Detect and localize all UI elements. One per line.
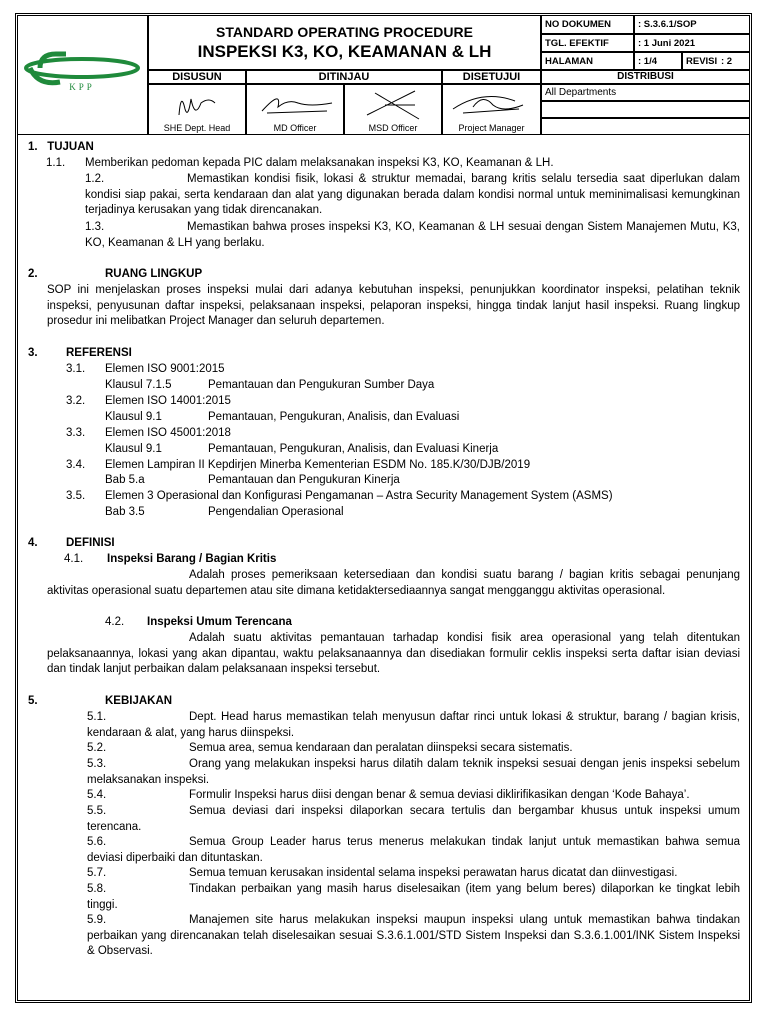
reference-sub-b: Pemantauan dan Pengukuran Sumber Daya bbox=[208, 379, 435, 391]
item-1-3-num: 1.3. bbox=[85, 221, 105, 233]
definition-1-text: Adalah proses pemeriksaan ketersediaan dan kondisi suatu barang / bagian kritis sebagai penunjang aktivitas operasional suatu departemen atau site dimana ketidaktersediaannya sangat mengganggu aktivitas operasional. bbox=[47, 569, 740, 597]
reference-num: 3.4. bbox=[66, 459, 86, 471]
distribusi-row-3 bbox=[541, 118, 750, 135]
signature-md bbox=[246, 84, 344, 135]
reference-sub-b: Pemantauan dan Pengukuran Kinerja bbox=[208, 474, 400, 486]
section-3-number: 3. bbox=[28, 347, 38, 359]
item-1-1-text: Memberikan pedoman kepada PIC dalam melaksanakan inspeksi K3, KO, Keamanan & LH. bbox=[85, 157, 554, 169]
policy-text: Semua deviasi dari inspeksi dilaporkan secara tertulis dan bergambar khusus untuk inspeksi umum terencana. bbox=[87, 805, 740, 833]
section-1-heading: 1. TUJUAN bbox=[28, 141, 94, 153]
item-1-2-text: Memastikan kondisi fisik, lokasi & struktur memadai, barang kritis selalu tersedia saat diperlukan dalam kondisi siap pakai, serta kendaraan dan alat yang digunakan berada dalam kondisi normal untuk meminimalisasi kemungkinan terjadinya kerusakan yang tidak direncanakan. bbox=[85, 173, 740, 217]
policy-num: 5.1. bbox=[87, 711, 107, 723]
policy-text: Tindakan perbaikan yang masih harus diselesaikan (item yang belum beres) dilaporkan ke tingkat lebih tinggi. bbox=[87, 883, 740, 911]
ditinjau-header: DITINJAU bbox=[246, 70, 442, 84]
policy-num: 5.3. bbox=[87, 758, 107, 770]
item-1-3-text: Memastikan bahwa proses inspeksi K3, KO, Keamanan & LH sesuai dengan Sistem Manajemen Mutu, K3, KO, Keamanan & LH yang berlaku. bbox=[85, 221, 740, 249]
distribusi-row-1 bbox=[541, 84, 750, 101]
signature-caption: MSD Officer bbox=[368, 123, 418, 133]
policy-num: 5.7. bbox=[87, 867, 107, 879]
reference-text: Elemen Lampiran II Kepdirjen Minerba Kementerian ESDM No. 185.K/30/DJB/2019 bbox=[105, 459, 531, 471]
policy-num: 5.9. bbox=[87, 914, 107, 926]
distribusi-header: DISTRIBUSI bbox=[541, 70, 750, 84]
signature-scribble bbox=[247, 85, 343, 123]
section-2-number: 2. bbox=[28, 268, 38, 280]
policy-text: Manajemen site harus melakukan inspeksi maupun inspeksi ulang untuk memastikan bahwa tindakan perbaikan yang direncanakan telah diselesaikan sesuai S.3.6.1.001/STD Sistem Inspeksi dan S.3.6.1.001/INK Sistem Inspeksi & Observasi. bbox=[87, 914, 740, 958]
reference-sub-b: Pengendalian Operasional bbox=[208, 506, 344, 518]
section-4-number: 4. bbox=[28, 537, 38, 549]
policy-text: Orang yang melakukan inspeksi harus dilatih dalam teknik inspeksi sesuai dengan jenis inspeksi sebelum melaksanakan inspeksi. bbox=[87, 758, 740, 786]
doc-main-title: INSPEKSI K3, KO, KEAMANAN & LH bbox=[197, 42, 492, 61]
reference-sub-a: Bab 5.a bbox=[105, 474, 145, 486]
policy-text: Semua area, semua kendaraan dan peralatan diinspeksi secara sistematis. bbox=[189, 742, 573, 754]
reference-sub-a: Klausul 7.1.5 bbox=[105, 379, 172, 391]
logo-text: KPP bbox=[69, 82, 95, 92]
signature-caption: SHE Dept. Head bbox=[163, 123, 231, 133]
definition-2-text: Adalah suatu aktivitas pemantauan tarhadap kondisi fisik area operasional yang telah ditentukan pelaksanaannya, lokasi yang akan dipantau, waktu pelaksanaannya dan disediakan formulir ceklis inspeksi serta daftar isian deviasi dan tindak lanjut perbaikan dalam pelaksanaan inspeksi tersebut. bbox=[47, 632, 740, 676]
signature-scribble bbox=[345, 85, 441, 123]
policy-text: Dept. Head harus memastikan telah menyusun daftar rinci untuk lokasi & struktur, barang / bagian krisis, kendaraan & alat, yang harus diinspeksi. bbox=[87, 711, 740, 739]
signature-she bbox=[148, 84, 246, 135]
policy-text: Semua Group Leader harus terus menerus melakukan tindak lanjut untuk memastikan bahwa semua deviasi diperbaiki dan dituntaskan. bbox=[87, 836, 740, 864]
reference-sub-a: Klausul 9.1 bbox=[105, 443, 162, 455]
tgl-efektif-value-cell: : 1 Juni 2021 bbox=[634, 34, 750, 52]
section-5-number: 5. bbox=[28, 695, 38, 707]
tgl-efektif-label-cell: TGL. EFEKTIF bbox=[541, 34, 634, 52]
reference-text: Elemen ISO 45001:2018 bbox=[105, 427, 231, 439]
reference-sub-a: Bab 3.5 bbox=[105, 506, 145, 518]
section-5-title: KEBIJAKAN bbox=[105, 695, 173, 707]
halaman-value-cell: : 1/4 bbox=[634, 52, 682, 70]
revisi-cell: REVISI : 2 bbox=[682, 52, 750, 70]
document-header bbox=[17, 15, 750, 135]
distribusi-row-2 bbox=[541, 101, 750, 118]
reference-num: 3.1. bbox=[66, 363, 86, 375]
no-dokumen-value-cell: : S.3.6.1/SOP bbox=[634, 15, 750, 34]
item-1-2-num: 1.2. bbox=[85, 173, 105, 185]
policy-num: 5.5. bbox=[87, 805, 107, 817]
policy-text: Semua temuan kerusakan insidental selama inspeksi perawatan harus dicatat dan diinvestigasi. bbox=[189, 867, 678, 879]
signature-caption: MD Officer bbox=[273, 123, 317, 133]
policy-num: 5.2. bbox=[87, 742, 107, 754]
section-2-text: SOP ini menjelaskan proses inspeksi mulai dari adanya kebutuhan inspeksi, penunjukkan koordinator inspeksi, pelatihan teknik inspeksi, penyusunan daftar inspeksi, pelaksanaan inspeksi, pelaporan inspeksi, hingga tindak lanjut hasil inspeksi. Ruang lingkup prosedur ini melibatkan Project Manager dan seluruh departemen. bbox=[47, 284, 740, 328]
item-1-1-num: 1.1. bbox=[46, 157, 66, 169]
reference-num: 3.5. bbox=[66, 490, 86, 502]
policy-num: 5.6. bbox=[87, 836, 107, 848]
halaman-label-cell: HALAMAN bbox=[541, 52, 634, 70]
signature-caption: Project Manager bbox=[458, 123, 525, 133]
policy-num: 5.4. bbox=[87, 789, 107, 801]
disetujui-header: DISETUJUI bbox=[442, 70, 541, 84]
reference-sub-b: Pemantauan, Pengukuran, Analisis, dan Evaluasi bbox=[208, 411, 460, 423]
policy-text: Formulir Inspeksi harus diisi dengan benar & semua deviasi diklirifikasikan dengan ‘Kode Bahaya’. bbox=[189, 789, 690, 801]
section-2-title: RUANG LINGKUP bbox=[105, 268, 203, 280]
reference-num: 3.3. bbox=[66, 427, 86, 439]
reference-sub-a: Klausul 9.1 bbox=[105, 411, 162, 423]
section-4-title: DEFINISI bbox=[66, 537, 115, 549]
company-logo-cell bbox=[17, 15, 148, 135]
signature-pm bbox=[442, 84, 541, 135]
signature-scribble bbox=[443, 85, 540, 123]
definition-2-num: 4.2. bbox=[105, 616, 125, 628]
reference-num: 3.2. bbox=[66, 395, 86, 407]
reference-text: Elemen 3 Operasional dan Konfigurasi Pengamanan – Astra Security Management System (ASMS) bbox=[105, 490, 613, 502]
reference-text: Elemen ISO 9001:2015 bbox=[105, 363, 225, 375]
definition-1-title: Inspeksi Barang / Bagian Kritis bbox=[107, 553, 277, 565]
signature-scribble bbox=[149, 85, 245, 123]
disusun-header: DISUSUN bbox=[148, 70, 246, 84]
signature-msd bbox=[344, 84, 442, 135]
reference-text: Elemen ISO 14001:2015 bbox=[105, 395, 231, 407]
definition-1-num: 4.1. bbox=[64, 553, 84, 565]
doc-type-title: STANDARD OPERATING PROCEDURE bbox=[216, 24, 473, 40]
distribusi-value: All Departments bbox=[545, 87, 617, 98]
company-logo bbox=[18, 16, 147, 134]
title-box bbox=[148, 15, 541, 70]
policy-num: 5.8. bbox=[87, 883, 107, 895]
reference-sub-b: Pemantauan, Pengukuran, Analisis, dan Evaluasi Kinerja bbox=[208, 443, 499, 455]
definition-2-title: Inspeksi Umum Terencana bbox=[147, 616, 292, 628]
no-dokumen-label-cell: NO DOKUMEN bbox=[541, 15, 634, 34]
section-3-title: REFERENSI bbox=[66, 347, 132, 359]
